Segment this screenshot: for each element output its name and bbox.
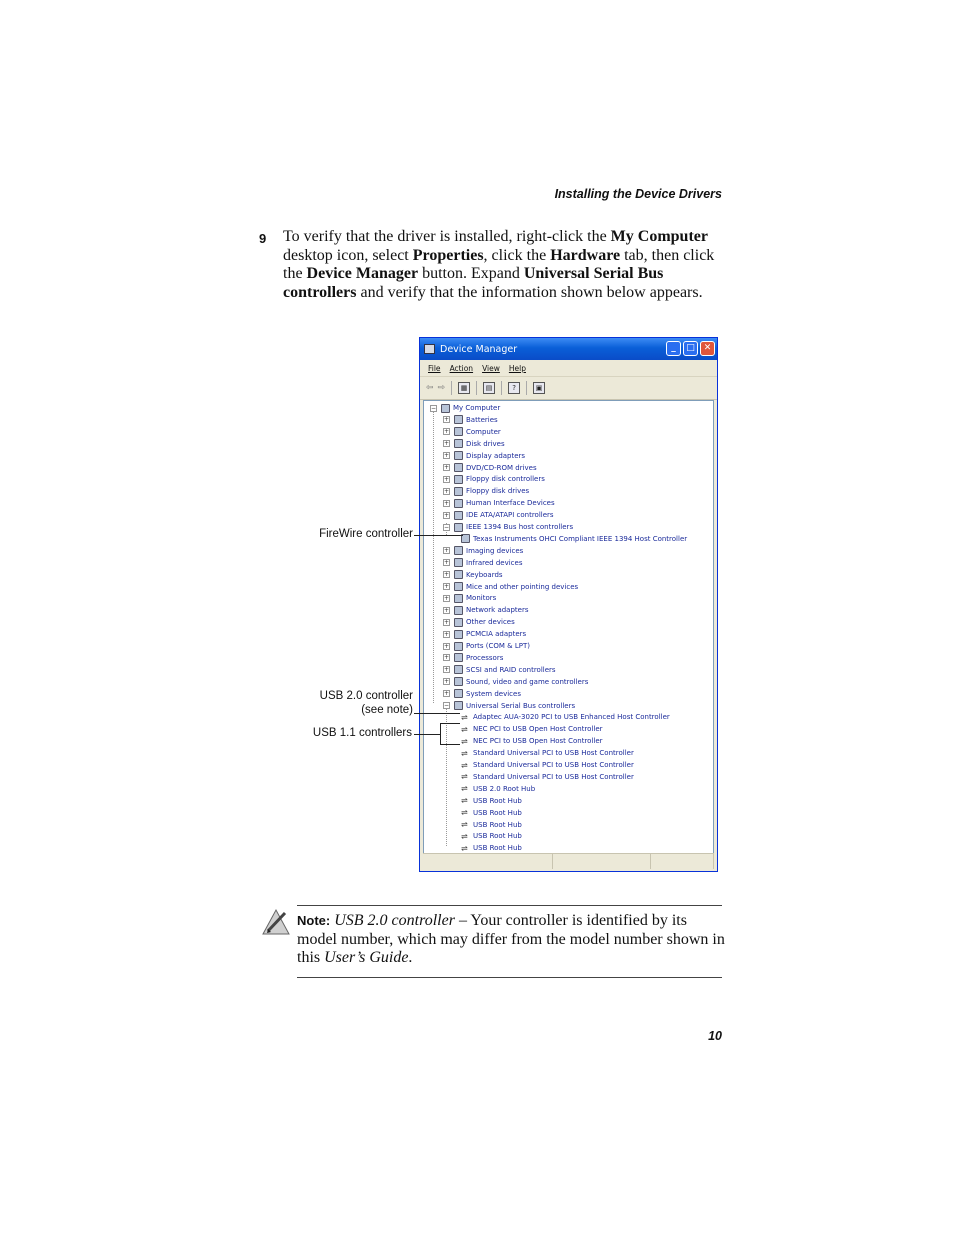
note-top-rule	[297, 905, 722, 906]
help-icon[interactable]: ?	[508, 382, 520, 394]
tree-item[interactable]	[443, 414, 498, 426]
step-bold-term: Device Manager	[306, 265, 419, 283]
device-manager-icon	[424, 344, 435, 354]
device-category-icon	[454, 451, 463, 460]
tree-item[interactable]	[443, 700, 575, 712]
expand-icon[interactable]: +	[444, 618, 450, 626]
step-bold-term: Properties	[412, 246, 484, 264]
step-text-run: button. Expand	[418, 265, 524, 283]
tree-item-label: System devices	[466, 689, 521, 698]
tree-item-label: Adaptec AUA-3020 PCI to USB Enhanced Host Controller	[473, 713, 670, 722]
tree-guide-line	[433, 411, 434, 703]
note-pencil-icon	[262, 907, 290, 935]
device-category-icon	[454, 653, 463, 662]
tree-item[interactable]	[443, 592, 496, 604]
step-text-run: and verify that the information shown below appears.	[356, 283, 703, 301]
tree-item-label: Sound, video and game controllers	[466, 677, 589, 686]
collapse-icon[interactable]: −	[444, 523, 450, 531]
tree-item[interactable]	[457, 819, 522, 831]
page-number: 10	[708, 1029, 722, 1043]
step-bold-term: Universal Serial Bus controllers	[283, 265, 664, 301]
usb-device-icon: ⇌	[461, 724, 468, 734]
expand-icon[interactable]: +	[444, 487, 450, 495]
device-category-icon	[454, 689, 463, 698]
device-category-icon	[454, 487, 463, 496]
tree-item-label: Imaging devices	[466, 546, 524, 555]
expand-icon[interactable]: +	[444, 678, 450, 686]
usb-device-icon: ⇌	[461, 843, 468, 853]
tree-item-label: Texas Instruments OHCI Compliant IEEE 1394 Host Controller	[473, 534, 688, 543]
tree-item-label: USB Root Hub	[473, 832, 522, 841]
tree-item-label: Network adapters	[466, 606, 529, 615]
tree-item[interactable]	[443, 462, 537, 474]
usb-device-icon: ⇌	[461, 772, 468, 782]
window-titlebar[interactable]	[420, 338, 717, 360]
usb-device-icon: ⇌	[461, 796, 468, 806]
tree-item[interactable]	[457, 807, 522, 819]
device-category-icon	[454, 665, 463, 674]
usb2-callout-line2: (see note)	[361, 704, 413, 716]
step-text-run: To verify that the driver is installed, right-click the	[283, 228, 611, 245]
tree-item-label: Human Interface Devices	[466, 499, 555, 508]
print-icon[interactable]: ▤	[483, 382, 495, 394]
expand-icon[interactable]: +	[444, 571, 450, 579]
tree-item-label: NEC PCI to USB Open Host Controller	[473, 725, 603, 734]
menu-help[interactable]: Help	[508, 363, 526, 373]
tree-item-label: Universal Serial Bus controllers	[466, 701, 576, 710]
computer-icon	[441, 404, 450, 413]
tree-item-label: Floppy disk controllers	[466, 475, 545, 484]
tree-item-label: Mice and other pointing devices	[466, 582, 579, 591]
firewire-callout: FireWire controller	[319, 528, 413, 540]
tree-item-label: SCSI and RAID controllers	[466, 665, 556, 674]
note-bottom-rule	[297, 977, 722, 978]
usb11-bracket	[440, 723, 441, 745]
device-category-icon	[454, 582, 463, 591]
tree-item-label: PCMCIA adapters	[466, 630, 527, 639]
tree-item[interactable]	[443, 640, 530, 652]
tree-item-label: Standard Universal PCI to USB Host Controller	[473, 749, 634, 758]
note-end: .	[408, 949, 413, 967]
tree-item-label: Standard Universal PCI to USB Host Controller	[473, 761, 634, 769]
tree-item[interactable]	[457, 830, 522, 842]
tree-item-label: USB 2.0 Root Hub	[473, 784, 536, 793]
device-category-icon	[454, 475, 463, 484]
tree-item[interactable]	[443, 676, 588, 688]
tree-item-label: Other devices	[466, 618, 515, 627]
tree-item[interactable]	[443, 557, 522, 569]
device-tree[interactable]	[423, 400, 714, 854]
note-text	[297, 912, 727, 968]
tree-item[interactable]	[457, 723, 603, 735]
step-text-run: tab, then click the	[283, 246, 715, 283]
expand-icon[interactable]: +	[444, 594, 450, 602]
note-guide: User’s Guide	[324, 949, 409, 967]
step-bold-term: Hardware	[550, 246, 621, 264]
tree-item[interactable]	[443, 652, 503, 664]
collapse-icon[interactable]: −	[444, 702, 450, 709]
usb-device-icon: ⇌	[461, 748, 468, 758]
toolbar-separator	[501, 381, 502, 395]
toolbar	[420, 377, 717, 400]
device-category-icon	[454, 511, 463, 520]
usb-device-icon: ⇌	[461, 820, 468, 829]
usb11-callout-line	[414, 734, 440, 735]
tree-item[interactable]	[457, 771, 634, 783]
device-category-icon	[454, 594, 463, 603]
note-label: Note:	[297, 913, 331, 928]
usb-device-icon: ⇌	[461, 784, 468, 794]
tree-item-label: Standard Universal PCI to USB Host Controller	[473, 772, 634, 781]
device-category-icon	[454, 427, 463, 436]
usb-device-icon: ⇌	[461, 808, 468, 818]
tree-item-label: USB Root Hub	[473, 808, 522, 817]
device-category-icon	[454, 439, 463, 448]
usb2-callout-line	[414, 713, 460, 714]
expand-icon[interactable]: +	[444, 630, 450, 638]
step-text-run: desktop icon, select	[283, 246, 413, 264]
minimize-button[interactable]: _	[666, 341, 681, 356]
expand-icon[interactable]: +	[444, 547, 450, 555]
usb-device-icon: ⇌	[461, 736, 468, 746]
tree-item-label: IDE ATA/ATAPI controllers	[466, 511, 554, 520]
properties-icon[interactable]: ▦	[458, 382, 470, 394]
expand-icon[interactable]: +	[444, 666, 450, 674]
usb2-callout	[300, 689, 413, 717]
usb11-callout: USB 1.1 controllers	[312, 727, 412, 739]
expand-icon[interactable]: +	[444, 428, 450, 436]
tree-item[interactable]	[457, 747, 634, 759]
tree-item-label: USB Root Hub	[473, 820, 522, 829]
expand-icon[interactable]: +	[444, 499, 450, 507]
tree-item-label: Keyboards	[466, 570, 503, 579]
tree-item[interactable]	[457, 735, 603, 747]
tree-item-label: DVD/CD-ROM drives	[466, 463, 537, 472]
tree-item[interactable]	[457, 795, 522, 807]
expand-icon[interactable]: +	[444, 440, 450, 448]
device-category-icon	[454, 642, 463, 651]
tree-item[interactable]	[443, 616, 515, 628]
tree-item-label: USB Root Hub	[473, 796, 522, 805]
tree-item[interactable]	[457, 711, 670, 723]
expand-icon[interactable]: +	[444, 452, 450, 460]
menu-action[interactable]: Action	[449, 363, 474, 373]
back-arrow-icon[interactable]: ⇦	[426, 383, 434, 393]
menu-view[interactable]: View	[482, 363, 500, 373]
device-category-icon	[454, 463, 463, 472]
device-category-icon	[454, 570, 463, 579]
toolbar-separator	[451, 381, 452, 395]
expand-icon[interactable]: +	[444, 511, 450, 519]
tree-item[interactable]	[443, 438, 505, 450]
tree-item[interactable]	[430, 402, 500, 414]
usb-device-icon: ⇌	[461, 760, 468, 770]
device-category-icon	[454, 415, 463, 424]
expand-icon[interactable]: +	[444, 475, 450, 483]
tree-item[interactable]	[443, 545, 523, 557]
tree-item[interactable]	[443, 569, 503, 581]
expand-icon[interactable]: +	[444, 654, 450, 662]
close-button[interactable]: ✕	[700, 341, 715, 356]
menu-file[interactable]: File	[428, 363, 441, 373]
tree-item-label: USB Root Hub	[473, 844, 522, 853]
forward-arrow-icon[interactable]: ⇨	[437, 383, 446, 393]
toolbar-separator	[526, 381, 527, 395]
toolbar-separator	[476, 381, 477, 395]
tree-item[interactable]	[443, 485, 529, 497]
scan-hardware-icon[interactable]: ▣	[533, 382, 545, 394]
device-manager-window	[419, 337, 718, 872]
tree-item[interactable]	[443, 604, 529, 616]
step-text	[283, 228, 723, 302]
usb-device-icon: ⇌	[461, 712, 468, 722]
device-category-icon	[454, 606, 463, 615]
device-category-icon	[454, 701, 463, 710]
tree-item[interactable]	[457, 783, 535, 795]
device-category-icon	[454, 546, 463, 555]
step-number: 9	[259, 231, 267, 246]
tree-item-label: Ports (COM & LPT)	[466, 642, 530, 650]
note-body: – Your controller is identified by its model number, which may differ from the model number shown in this	[297, 912, 725, 967]
tree-item-label: Display adapters	[466, 451, 526, 460]
running-header: Installing the Device Drivers	[554, 187, 722, 201]
tree-item-label: IEEE 1394 Bus host controllers	[466, 523, 574, 531]
device-category-icon	[454, 677, 463, 686]
tree-item[interactable]	[443, 581, 578, 593]
expand-icon[interactable]: +	[444, 559, 450, 567]
tree-item[interactable]	[443, 664, 556, 676]
firewire-callout-line	[414, 535, 463, 536]
status-bar	[423, 853, 714, 869]
tree-item[interactable]	[457, 533, 687, 545]
device-category-icon	[454, 523, 463, 532]
tree-item[interactable]	[443, 509, 554, 521]
tree-item-label: Batteries	[466, 415, 498, 424]
menu-bar	[420, 360, 717, 377]
device-category-icon	[454, 558, 463, 567]
usb11-bracket-top	[440, 723, 460, 724]
maximize-button[interactable]: □	[683, 341, 698, 356]
tree-item-label: Computer	[466, 427, 501, 436]
tree-item-label: Processors	[466, 653, 504, 662]
step-bold-term: My Computer	[610, 228, 708, 245]
usb11-bracket-bottom	[440, 744, 460, 745]
tree-item-label: Infrared devices	[466, 558, 523, 567]
expand-icon[interactable]: +	[444, 464, 450, 471]
tree-item[interactable]	[443, 688, 521, 700]
usb2-callout-line1: USB 2.0 controller	[319, 690, 413, 702]
expand-icon[interactable]: +	[444, 583, 450, 590]
tree-item[interactable]	[443, 521, 573, 533]
tree-item-label: My Computer	[453, 404, 501, 412]
step-text-run: , click the	[483, 246, 551, 264]
tree-item[interactable]	[443, 473, 545, 485]
device-category-icon	[454, 618, 463, 627]
tree-item-label: Floppy disk drives	[466, 487, 530, 496]
tree-item-label: Disk drives	[466, 439, 505, 448]
device-category-icon	[454, 499, 463, 508]
expand-icon[interactable]: +	[444, 606, 450, 614]
tree-item[interactable]	[443, 450, 525, 462]
note-term: USB 2.0 controller	[334, 912, 455, 929]
collapse-icon[interactable]: −	[431, 404, 437, 412]
tree-item[interactable]	[443, 628, 526, 640]
tree-item[interactable]	[443, 497, 555, 509]
usb-device-icon: ⇌	[461, 831, 468, 841]
window-title: Device Manager	[440, 343, 518, 355]
expand-icon[interactable]: +	[444, 416, 450, 424]
device-category-icon	[454, 630, 463, 639]
expand-icon[interactable]: +	[444, 642, 450, 650]
tree-item[interactable]	[457, 759, 634, 771]
tree-item-label: Monitors	[466, 594, 497, 603]
tree-item[interactable]	[443, 426, 501, 438]
expand-icon[interactable]: +	[444, 690, 450, 698]
tree-item-label: NEC PCI to USB Open Host Controller	[473, 737, 603, 746]
